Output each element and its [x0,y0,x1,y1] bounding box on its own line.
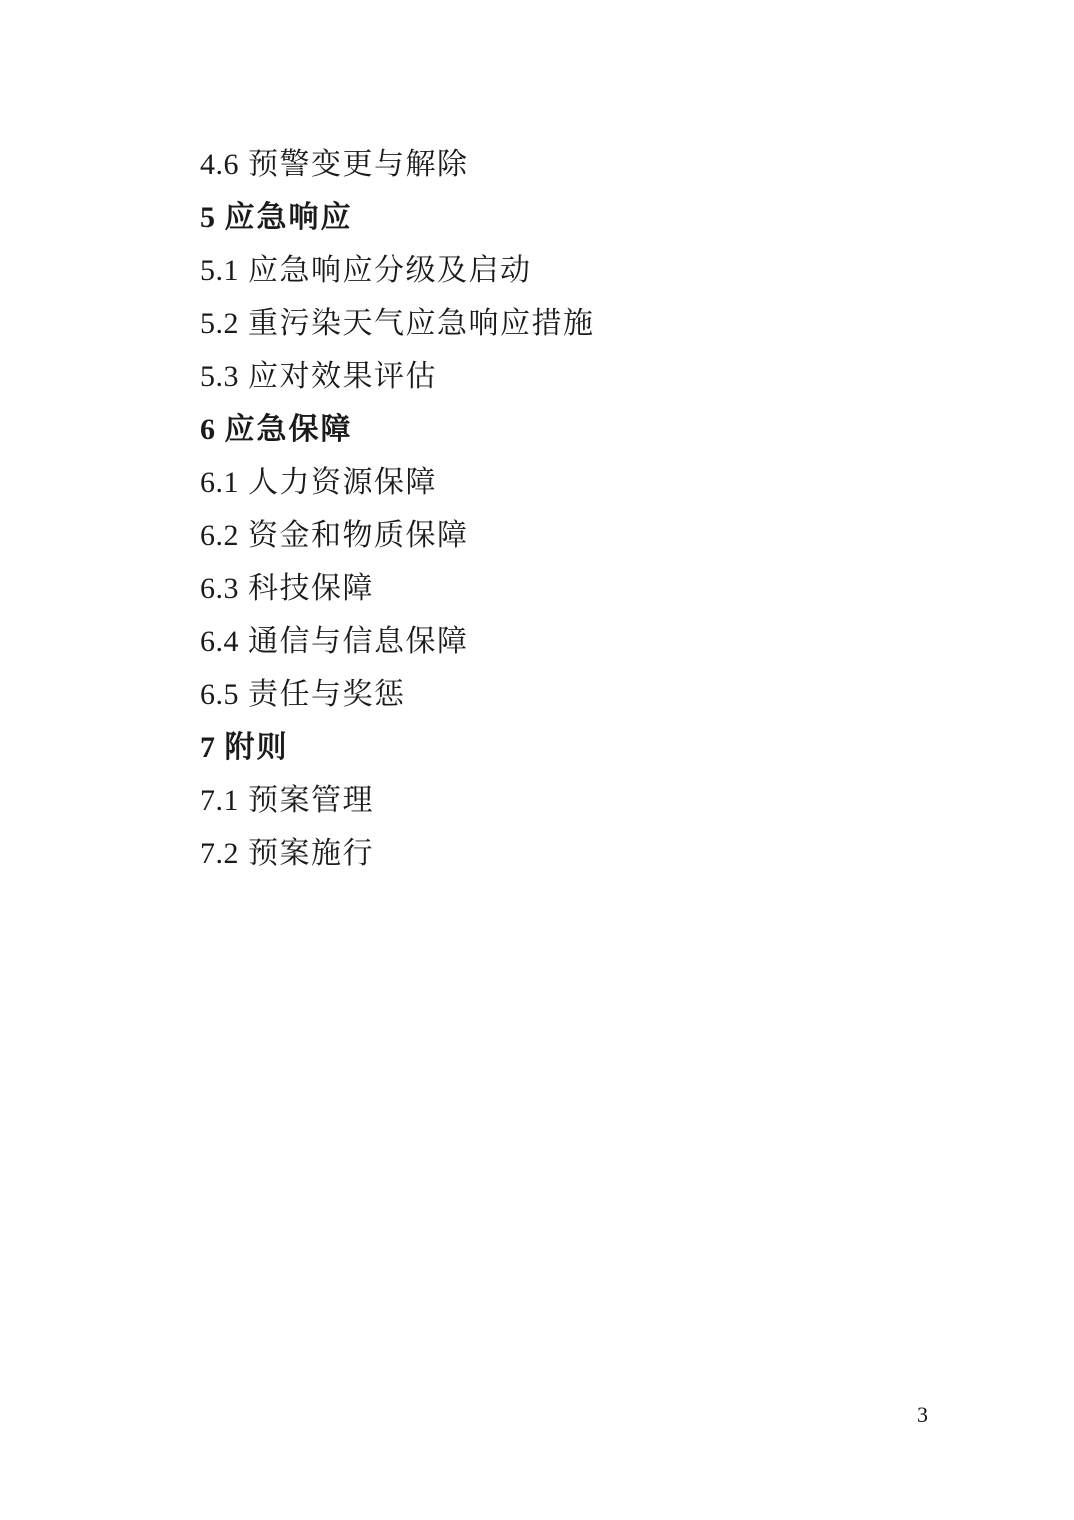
toc-item-number: 4.6 [200,148,239,181]
toc-list [200,138,595,880]
toc-item-title: 人力资源保障 [248,466,437,499]
toc-item-title: 资金和物质保障 [248,519,469,552]
toc-item-title: 预案施行 [248,837,374,870]
toc-section-item [200,562,595,615]
toc-item-title: 应急响应分级及启动 [248,254,532,287]
toc-chapter-item [200,403,595,456]
toc-section-item [200,350,595,403]
toc-item-number: 5.3 [200,360,239,393]
toc-item-title: 应急响应 [224,201,353,234]
toc-chapter-item [200,191,595,244]
toc-item-title: 通信与信息保障 [248,625,469,658]
toc-section-item [200,668,595,721]
toc-item-title: 责任与奖惩 [248,678,406,711]
toc-item-title: 重污染天气应急响应措施 [248,307,595,340]
toc-section-item [200,774,595,827]
toc-item-title: 预案管理 [248,784,374,817]
toc-item-number: 6.2 [200,519,239,552]
toc-item-number: 7 [200,731,216,764]
toc-item-number: 6.5 [200,678,239,711]
toc-item-title: 科技保障 [248,572,374,605]
toc-section-item [200,138,595,191]
toc-chapter-item [200,721,595,774]
toc-section-item [200,297,595,350]
toc-item-title: 附则 [224,731,289,764]
toc-item-number: 6 [200,413,216,446]
toc-item-number: 5.2 [200,307,239,340]
page-number: 3 [917,1402,928,1427]
toc-item-number: 7.1 [200,784,239,817]
toc-section-item [200,509,595,562]
toc-item-number: 6.3 [200,572,239,605]
toc-section-item [200,615,595,668]
toc-item-number: 5.1 [200,254,239,287]
toc-section-item [200,456,595,509]
toc-item-number: 6.4 [200,625,239,658]
toc-section-item [200,244,595,297]
toc-item-title: 应对效果评估 [248,360,437,393]
toc-item-number: 5 [200,201,216,234]
toc-item-title: 预警变更与解除 [248,148,469,181]
toc-section-item [200,827,595,880]
toc-item-title: 应急保障 [224,413,353,446]
toc-item-number: 6.1 [200,466,239,499]
toc-item-number: 7.2 [200,837,239,870]
